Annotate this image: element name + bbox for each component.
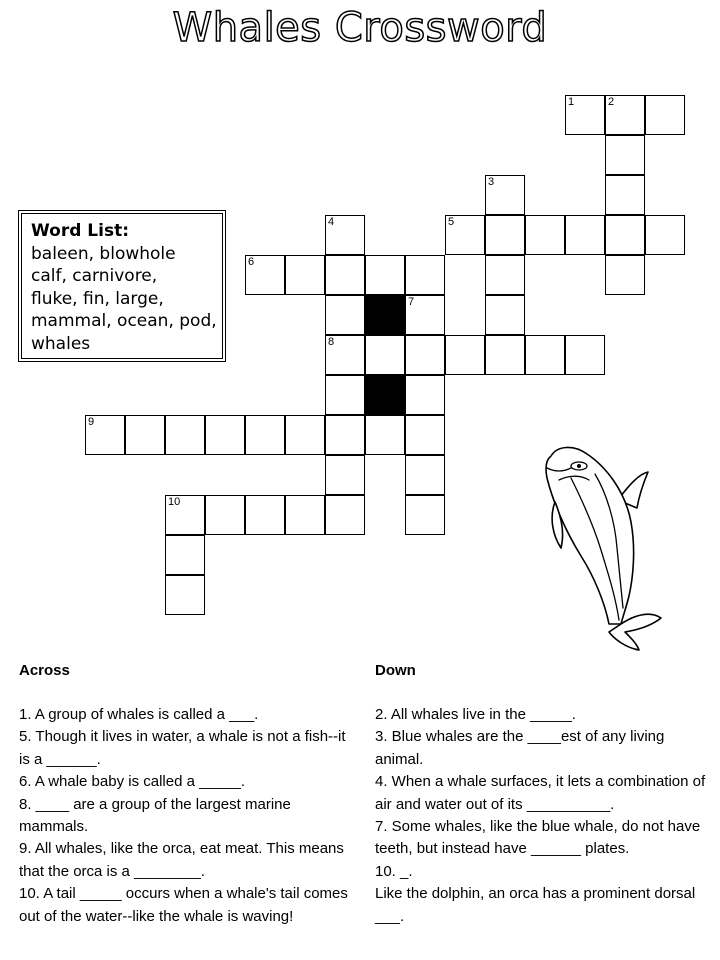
grid-cell[interactable]	[365, 255, 405, 295]
grid-cell[interactable]	[325, 335, 365, 375]
page-title: Whales Crossword	[172, 5, 548, 51]
grid-cell[interactable]	[405, 415, 445, 455]
grid-cell[interactable]	[605, 255, 645, 295]
grid-cell[interactable]	[325, 455, 365, 495]
across-clue: 1. A group of whales is called a ___.	[19, 706, 259, 723]
down-clue: 7. Some whales, like the blue whale, do not have teeth, but instead have ______ plates.	[375, 818, 701, 858]
down-clue: 4. When a whale surfaces, it lets a combination of air and water out of its __________.	[375, 773, 706, 813]
across-clue: 6. A whale baby is called a _____.	[19, 773, 245, 791]
grid-cell[interactable]	[485, 215, 525, 255]
grid-cell[interactable]	[285, 255, 325, 295]
grid-cell[interactable]	[365, 415, 405, 455]
grid-cell[interactable]	[565, 215, 605, 255]
grid-cell[interactable]	[405, 295, 445, 335]
across-heading: Across	[19, 662, 70, 679]
grid-cell[interactable]	[325, 375, 365, 415]
grid-cell[interactable]	[485, 255, 525, 295]
clue-number: 4	[328, 216, 335, 228]
grid-cell[interactable]	[405, 375, 445, 415]
grid-cell[interactable]	[605, 135, 645, 175]
clue-number: 9	[88, 416, 95, 428]
grid-cell[interactable]	[485, 175, 525, 215]
grid-cell[interactable]	[165, 495, 205, 535]
grid-cell[interactable]	[605, 215, 645, 255]
grid-cell[interactable]	[205, 495, 245, 535]
black-square	[365, 295, 405, 335]
grid-cell[interactable]	[405, 255, 445, 295]
clue-number: 10	[168, 496, 181, 508]
across-clues	[19, 660, 359, 928]
grid-cell[interactable]	[165, 535, 205, 575]
across-clue: 8. ____ are a group of the largest marine mammals.	[19, 795, 291, 836]
grid-cell[interactable]	[205, 415, 245, 455]
grid-cell[interactable]	[405, 455, 445, 495]
word-list-heading: Word List:	[31, 221, 129, 241]
grid-cell[interactable]	[605, 175, 645, 215]
black-square	[365, 375, 405, 415]
grid-cell[interactable]	[165, 415, 205, 455]
grid-cell[interactable]	[645, 215, 685, 255]
grid-cell[interactable]	[525, 215, 565, 255]
word-list-line: whales	[31, 333, 91, 354]
across-clue: 5. Though it lives in water, a whale is not a fish--it is a ______.	[19, 728, 346, 768]
grid-cell[interactable]	[405, 335, 445, 375]
grid-cell[interactable]	[525, 335, 565, 375]
grid-cell[interactable]	[245, 415, 285, 455]
grid-cell[interactable]	[325, 215, 365, 255]
grid-cell[interactable]	[245, 495, 285, 535]
grid-cell[interactable]	[245, 255, 285, 295]
word-list-line: mammal, ocean, pod,	[31, 311, 217, 332]
grid-cell[interactable]	[325, 255, 365, 295]
clue-number: 1	[568, 96, 575, 108]
grid-cell[interactable]	[445, 215, 485, 255]
clue-number: 8	[328, 336, 335, 348]
grid-cell[interactable]	[85, 415, 125, 455]
grid-cell[interactable]	[285, 495, 325, 535]
clue-number: 3	[488, 176, 495, 188]
grid-cell[interactable]	[325, 295, 365, 335]
down-heading: Down	[375, 662, 416, 679]
down-clue: 10. _.	[375, 862, 413, 880]
across-clue: 9. All whales, like the orca, eat meat. This means that the orca is a ________.	[19, 840, 344, 880]
grid-cell[interactable]	[285, 415, 325, 455]
orca-illustration	[535, 438, 670, 653]
clue-number: 6	[248, 256, 255, 268]
grid-cell[interactable]	[165, 575, 205, 615]
across-clue: 10. A tail _____ occurs when a whale's tail comes out of the water--like the whale is waving!	[19, 885, 348, 925]
grid-cell[interactable]	[125, 415, 165, 455]
clue-number: 2	[608, 96, 615, 108]
grid-cell[interactable]	[485, 335, 525, 375]
word-list-line: fluke, fin, large,	[31, 288, 164, 309]
grid-cell[interactable]	[325, 495, 365, 535]
down-clues	[375, 660, 710, 928]
down-clue: Like the dolphin, an orca has a prominent dorsal ___.	[375, 885, 696, 925]
grid-cell[interactable]	[565, 95, 605, 135]
word-list-line: baleen, blowhole	[31, 243, 176, 264]
down-clue: 3. Blue whales are the ____est of any living animal.	[375, 728, 665, 768]
grid-cell[interactable]	[325, 415, 365, 455]
grid-cell[interactable]	[645, 95, 685, 135]
grid-cell[interactable]	[485, 295, 525, 335]
word-list-line: calf, carnivore,	[31, 266, 158, 287]
clue-number: 7	[408, 296, 415, 308]
grid-cell[interactable]	[365, 335, 405, 375]
grid-cell[interactable]	[565, 335, 605, 375]
clue-number: 5	[448, 216, 455, 228]
grid-cell[interactable]	[605, 95, 645, 135]
grid-cell[interactable]	[445, 335, 485, 375]
grid-cell[interactable]	[405, 495, 445, 535]
word-list-box	[18, 210, 226, 362]
down-clue: 2. All whales live in the _____.	[375, 706, 576, 723]
